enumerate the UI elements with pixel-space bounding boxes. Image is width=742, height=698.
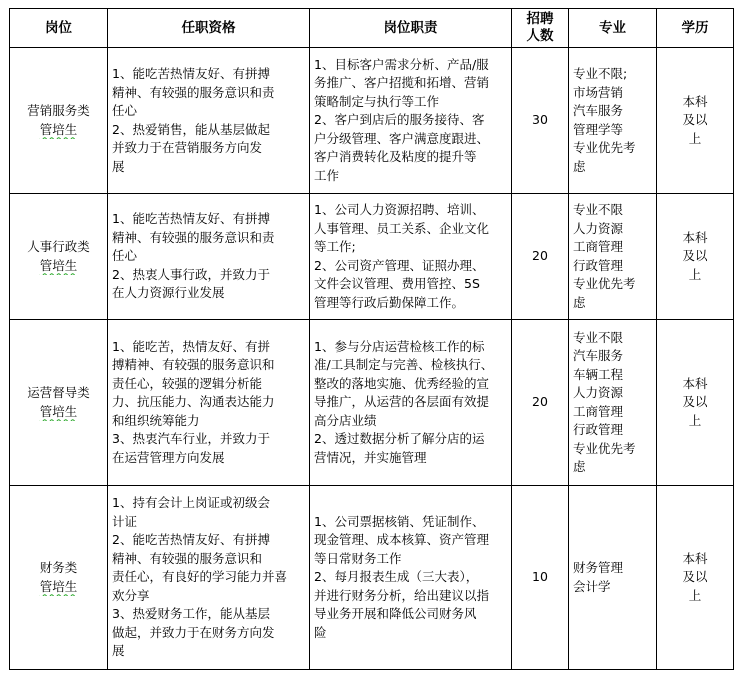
qualifications-cell [108,320,310,486]
qualifications-line: 欢分享 [112,587,150,603]
duties-line: 现金管理、成本核算、资产管理 [314,532,490,548]
duties-line: 导业务开展和降低公司财务风 [314,606,477,622]
duties-line: 导推广，从运营的各层面有效提 [314,394,490,410]
education-line: 本科 [682,375,708,391]
major-line: 专业不限 [573,202,624,217]
education-line: 上 [688,587,702,603]
position-line: 财务类 [39,560,78,575]
major-line: 会计学 [573,578,611,594]
education-line: 上 [688,412,702,428]
qualifications-cell [108,48,310,194]
count-cell [512,48,569,194]
position-cell [10,320,108,486]
education-line: 上 [688,130,702,146]
duties-line: 客户消费转化及粘度的提升等 [314,149,477,165]
duties-line: 1、公司人力资源招聘、培训、 [314,202,485,217]
major-line: 工商管理 [573,239,624,254]
position-line: 营销服务类 [27,103,90,118]
major-line: 工商管理 [573,403,624,419]
duties-line: 管理等行政后勤保障工作。 [314,294,465,310]
duties-line: 高分店业绩 [314,412,377,428]
qualifications-line: 展 [112,158,125,174]
count-value: 10 [532,569,548,585]
position-line: 人事行政类 [27,239,90,254]
qualifications-line: 搏精神、有较强的服务意识和 [112,357,275,373]
major-line: 汽车服务 [573,103,624,118]
header-duties: 岗位职责 [310,9,512,48]
major-line: 管理学等 [573,121,624,137]
duties-cell [310,486,512,670]
major-line: 专业优先考 [573,140,636,155]
position-line: 管培生 [39,257,78,273]
qualifications-line: 3、热爱财务工作，能从基层 [112,606,270,622]
position-cell [10,48,108,194]
qualifications-cell [108,486,310,670]
major-line: 人力资源 [573,220,624,236]
position-line: 管培生 [39,121,78,137]
position-line: 运营督导类 [27,385,90,400]
duties-line: 营情况，并实施管理 [314,449,427,465]
qualifications-line: 责任心，有良好的学习能力并喜 [112,569,288,585]
table-row [10,320,734,486]
qualifications-line: 3、热衷汽车行业，并致力于 [112,431,270,447]
duties-line: 策略制定与执行等工作 [314,93,440,109]
header-count-text: 招聘人数 [526,11,554,44]
duties-line: 务推广、客户招揽和拓增、营销 [314,75,490,91]
qualifications-line: 任心 [112,248,138,264]
duties-line: 险 [314,624,327,640]
qualifications-line: 精神、有较强的服务意识和责 [112,84,275,100]
education-line: 上 [688,266,702,282]
table-row [10,48,734,194]
education-line: 本科 [682,550,708,566]
qualifications-line: 精神、有较强的服务意识和责 [112,229,275,245]
count-cell [512,486,569,670]
qualifications-line: 2、热衷人事行政，并致力于 [112,266,270,282]
duties-line: 准/工具制定与完善、检核执行、 [314,357,494,373]
count-cell [512,194,569,320]
header-education: 学历 [657,9,734,48]
count-value: 20 [532,394,548,410]
count-cell [512,320,569,486]
duties-line: 1、目标客户需求分析、产品/服 [314,56,489,72]
duties-line: 2、公司资产管理、证照办理、 [314,257,485,273]
major-line: 专业优先考 [573,276,636,291]
qualifications-line: 在运营管理方向发展 [112,449,225,465]
qualifications-cell [108,194,310,320]
duties-line: 2、透过数据分析了解分店的运 [314,431,485,447]
duties-line: 并进行财务分析，给出建议以指 [314,587,490,603]
major-cell [569,486,657,670]
qualifications-line: 2、热爱销售，能从基层做起 [112,121,270,137]
major-cell [569,194,657,320]
duties-line: 等日常财务工作 [314,550,402,566]
position-line: 管培生 [39,578,78,594]
qualifications-line: 1、能吃苦热情友好、有拼搏 [112,211,270,227]
major-line: 市场营销 [573,84,624,100]
count-value: 30 [532,112,548,128]
count-value: 20 [532,248,548,264]
duties-line: 人事管理、员工关系、企业文化 [314,220,490,236]
header-count [512,9,569,48]
education-line: 及以 [682,394,708,410]
qualifications-line: 精神、有较强的服务意识和 [112,550,263,566]
major-line: 财务管理 [573,560,624,575]
duties-cell [310,194,512,320]
duties-line: 2、客户到店后的服务接待、客 [314,112,485,128]
major-line: 虑 [573,294,586,310]
major-line: 人力资源 [573,385,624,400]
duties-cell [310,48,512,194]
duties-line: 户分级管理、客户满意度跟进、 [314,130,490,146]
education-cell [657,486,734,670]
qualifications-line: 和组织统筹能力 [112,412,200,428]
header-row [10,9,734,48]
table-row [10,194,734,320]
qualifications-line: 2、能吃苦热情友好、有拼搏 [112,532,270,548]
duties-line: 1、参与分店运营检核工作的标 [314,338,485,354]
major-line: 专业不限 [573,329,624,345]
duties-line: 文件会议管理、费用管控、5S [314,276,480,291]
qualifications-line: 1、持有会计上岗证或初级会 [112,495,270,511]
education-line: 及以 [682,569,708,585]
qualifications-line: 并致力于在营销服务方向发 [112,140,263,155]
education-line: 及以 [682,112,708,128]
position-line: 管培生 [39,403,78,419]
major-line: 虑 [573,158,586,174]
recruitment-table [9,8,734,670]
education-line: 本科 [682,229,708,245]
duties-line: 工作 [314,167,340,183]
major-line: 专业不限; [573,66,628,81]
qualifications-line: 力、抗压能力、沟通表达能力 [112,394,275,410]
education-line: 及以 [682,248,708,264]
major-line: 车辆工程 [573,366,624,382]
header-qualifications: 任职资格 [108,9,310,48]
education-cell [657,320,734,486]
header-position: 岗位 [10,9,108,48]
major-line: 虑 [573,459,586,474]
qualifications-line: 做起，并致力于在财务方向发 [112,624,275,640]
table-row [10,486,734,670]
qualifications-line: 在人力资源行业发展 [112,285,225,301]
qualifications-line: 任心 [112,103,138,118]
qualifications-line: 1、能吃苦，热情友好、有拼 [112,338,270,354]
major-line: 汽车服务 [573,348,624,363]
duties-line: 整改的落地实施、优秀经验的宣 [314,375,490,391]
major-line: 专业优先考 [573,440,636,456]
major-line: 行政管理 [573,422,624,437]
education-cell [657,48,734,194]
duties-line: 1、公司票据核销、凭证制作、 [314,513,485,529]
education-line: 本科 [682,93,708,109]
qualifications-line: 责任心，较强的逻辑分析能 [112,375,263,391]
major-line: 行政管理 [573,257,624,273]
qualifications-line: 展 [112,643,125,659]
duties-line: 2、每月报表生成（三大表）， [314,569,479,585]
qualifications-line: 1、能吃苦热情友好、有拼搏 [112,66,270,81]
major-cell [569,48,657,194]
major-cell [569,320,657,486]
header-major: 专业 [569,9,657,48]
qualifications-line: 计证 [112,513,138,529]
duties-line: 等工作; [314,239,356,254]
duties-cell [310,320,512,486]
position-cell [10,194,108,320]
education-cell [657,194,734,320]
position-cell [10,486,108,670]
